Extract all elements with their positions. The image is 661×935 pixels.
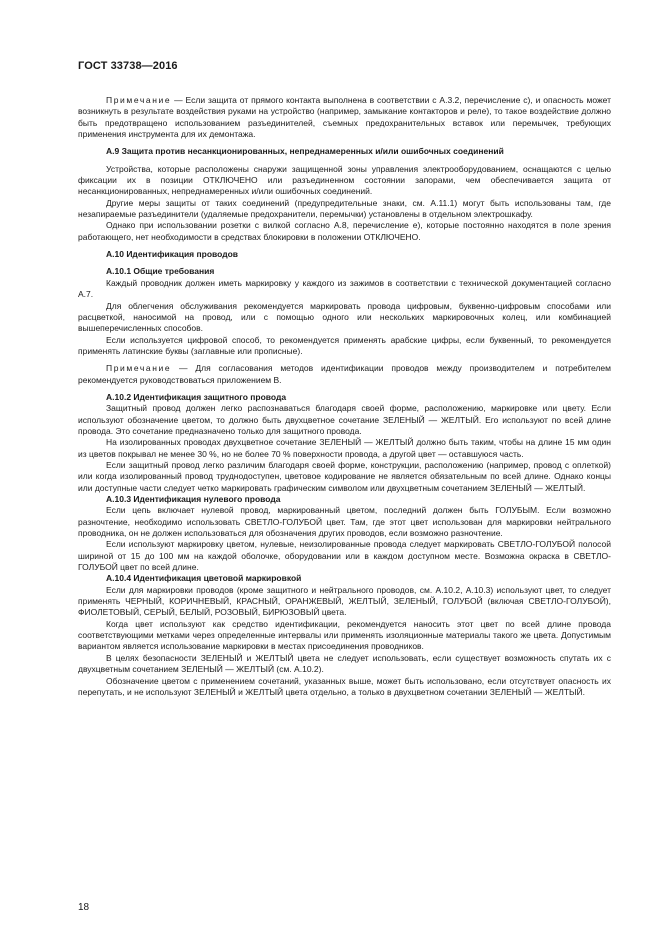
paragraph: Если для маркировки проводов (кроме защитного и нейтрального проводов, см. А.10.2, А.10.3) используют цвет, то следует применять ЧЕРНЫЙ, КОРИЧНЕВЫЙ, КРАСНЫЙ, ОРАНЖЕВЫЙ, ЖЕЛТЫЙ, ЗЕЛЕНЫЙ, ГОЛУБОЙ (включая СВЕТЛО-ГОЛУБОЙ), ФИОЛЕТОВЫЙ, СЕРЫЙ, БЕЛЫЙ, РОЗОВЫЙ, БИРЮЗОВЫЙ цвета. [78, 584, 611, 618]
paragraph: Для облегчения обслуживания рекомендуется маркировать провода цифровым, буквенно-цифровым способами или расцветкой, наносимой на провод, или с помощью одного или нескольких маркировочных колец, или комбинацией вышеперечисленных способов. [78, 300, 611, 334]
subsection-heading-a10-3: А.10.3 Идентификация нулевого провода [106, 494, 281, 504]
paragraph: Другие меры защиты от таких соединений (предупредительные знаки, см. А.11.1) могут быть использованы там, где незапираемые разъединители (удаляемые предохранители, перемычки) установлены в отдельном электрошкафу. [78, 197, 611, 220]
note-label: Примечание [106, 95, 172, 105]
document-header: ГОСТ 33738—2016 [78, 60, 178, 72]
section-heading-a9: А.9 Защита против несанкционированных, непреднамеренных и/или ошибочных соединений [106, 146, 504, 157]
subsection-heading-a10-4: А.10.4 Идентификация цветовой маркировкой [106, 573, 302, 584]
paragraph: Если цепь включает нулевой провод, маркированный цветом, последний должен быть ГОЛУБЫМ. Если возможно разночтение, необходимо использовать СВЕТЛО-ГОЛУБОЙ цвет. Там, где этот цвет использован для маркировки нейтрального проводника, он не должен использоваться для обозначения других проводов, если возможно разночтение. [78, 505, 611, 539]
paragraph: Устройства, которые расположены снаружи защищенной зоны управления электрооборудованием, оснащаются с целью фиксации их в позиции ОТКЛЮЧЕНО или разъединенном состоянии запорами, чем обеспечивается защита от несанкционированных, непреднамеренных и/или ошибочных соединений. [78, 163, 611, 197]
paragraph: Обозначение цветом с применением сочетаний, указанных выше, может быть использовано, если отсутствует опасность их перепутать, и не используют ЗЕЛЕНЫЙ и ЖЕЛТЫЙ цвета отдельно, а только в двухцветном сочетании ЗЕЛЕНЫЙ — ЖЕЛТЫЙ. [78, 675, 611, 697]
paragraph: В целях безопасности ЗЕЛЕНЫЙ и ЖЕЛТЫЙ цвета не следует использовать, если существует возможность спутать их с двухцветным сочетанием ЗЕЛЕНЫЙ — ЖЕЛТЫЙ (см. А.10.2). [78, 652, 611, 675]
paragraph: Если используется цифровой способ, то рекомендуется применять арабские цифры, если буквенный, то рекомендуется применять латинские буквы (заглавные или прописные). [78, 334, 611, 356]
paragraph: На изолированных проводах двухцветное сочетание ЗЕЛЕНЫЙ — ЖЕЛТЫЙ должно быть таким, чтобы на длине 15 мм один из цветов покрывал не менее 30 %, но не более 70 % поверхности провода, а другой цвет — оставшуюся часть. [78, 437, 611, 459]
page-number: 18 [78, 902, 90, 913]
note-label: Примечание [106, 363, 172, 374]
paragraph: Однако при использовании розетки с вилкой согласно А.8, перечисление е), которые постоянно находятся в поле зрения работающего, нет необходимости в средствах блокировки в положении ОТКЛЮЧЕНО. [78, 220, 611, 242]
note-text: — Если защита от прямого контакта выполнена в соответствии с А.3.2, перечисление с), и опасность может возникнуть в результате воздействия руками на устройство (например, замыкание контакторов и реле), то такое воздействие должно быть предотвращено использованием разъединителей, съемных предохранительных вставок или перемычек, требующих применения инструмента для их демонтажа. [78, 95, 611, 140]
subsection-heading-a10-2: А.10.2 Идентификация защитного провода [106, 391, 287, 402]
paragraph: Каждый проводник должен иметь маркировку у каждого из зажимов в соответствии с технической документацией согласно А.7. [78, 277, 611, 300]
paragraph: Когда цвет используют как средство идентификации, рекомендуется наносить этот цвет по всей длине провода соответствующими метками через определенные интервалы или применять изоляционные материалы такого же цвета. Допустимым вариантом является использование маркировки в местах присоединения проводников. [78, 618, 611, 652]
section-heading-a10: А.10 Идентификация проводов [106, 249, 239, 260]
note-text: — Для согласования методов идентификации проводов между производителем и потребителем рекомендуется руководствоваться приложением В. [78, 363, 611, 385]
page-content [78, 95, 611, 698]
subsection-heading-a10-1: А.10.1 Общие требования [106, 266, 215, 277]
paragraph: Защитный провод должен легко распознаваться благодаря своей форме, расположению, маркировке или цвету. Если используют обозначение цветом, то должно быть двухцветное сочетание ЗЕЛЕНЫЙ — ЖЕЛТЫЙ. Его используют по всей длине провода. Это сочетание предназначено только для защитного провода. [78, 403, 611, 436]
paragraph: Если защитный провод легко различим благодаря своей форме, конструкции, расположению (например, провод с оплеткой) или когда изолированный провод труднодоступен, цветовое кодирование не является обязательным по всей длине. Однако концы или доступные части следует четко маркировать графическим символом или двухцветным сочетанием ЗЕЛЕНЫЙ — ЖЕЛТЫЙ. [78, 459, 611, 493]
paragraph: Если используют маркировку цветом, нулевые, неизолированные провода следует маркировать СВЕТЛО-ГОЛУБОЙ полосой шириной от 15 до 100 мм на каждой оболочке, оборудовании или в каждом доступном месте. Возможна окраска в СВЕТЛО-ГОЛУБОЙ цвет по всей длине. [78, 539, 611, 573]
note-paragraph [78, 363, 611, 386]
note-paragraph [78, 95, 611, 140]
